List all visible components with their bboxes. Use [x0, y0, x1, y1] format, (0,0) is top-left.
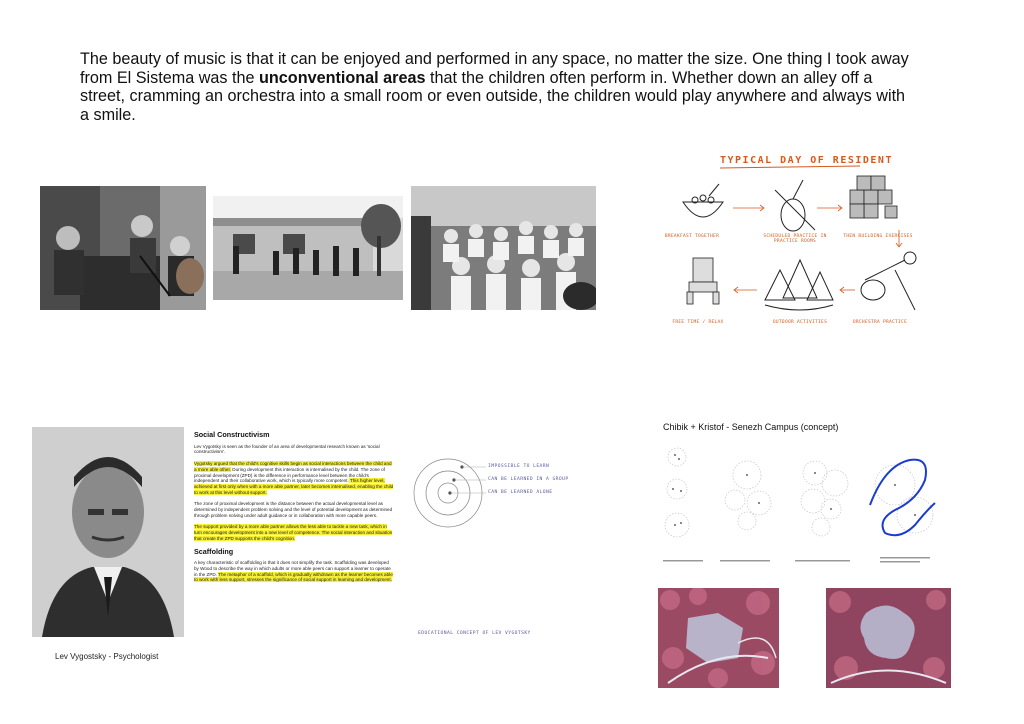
- aerial-render-1: [658, 588, 779, 688]
- zpd-label-impossible: IMPOSSIBLE TO LEARN: [488, 464, 550, 469]
- intro-paragraph: [80, 50, 910, 124]
- aerial-render-2-image: [826, 588, 951, 688]
- photo-outdoor-ensemble-image: [213, 196, 403, 300]
- scaffolding-heading: Scaffolding: [194, 546, 234, 556]
- bowl-icon: [683, 184, 723, 217]
- photo-outdoor-ensemble: [213, 196, 403, 300]
- sketch-label-free-time: FREE TIME / RELAX: [672, 320, 724, 325]
- sketch-label-breakfast: BREAKFAST TOGETHER: [664, 234, 720, 239]
- social-p2-highlight-2: This higher level, achieved at first only when with a more able partner, later becomes internalised, enabling the child to work at this level without support.: [194, 478, 394, 495]
- social-heading: Social Constructivism: [194, 430, 270, 439]
- violin-icon: [775, 180, 815, 231]
- photo-children-orchestra: [411, 186, 596, 310]
- portrait-image: [32, 427, 184, 637]
- intro-bold: unconventional areas: [259, 68, 426, 87]
- campus-title: Chibik + Kristof - Senezh Campus (concept): [663, 422, 839, 432]
- sketch-label-outdoor: OUTDOOR ACTIVITIES: [772, 320, 828, 325]
- photo-children-orchestra-image: [411, 186, 596, 310]
- aerial-render-1-image: [658, 588, 779, 688]
- intro-text: The beauty of music is that it can be enjoyed and performed in any space, no matter the size. One thing I took away from El Sistema was the: [80, 50, 909, 87]
- social-p4: [194, 524, 394, 541]
- social-constructivism-text: [194, 432, 394, 589]
- typical-day-sketch: [665, 150, 945, 335]
- scaffolding-highlight: The metaphor of a scaffold, which is gradually withdrawn as the learner becomes able to work with less support, stresses the significance of social support in learning and development.: [194, 571, 393, 583]
- photo-children-guitar-image: [40, 186, 206, 310]
- campus-diagrams: [655, 445, 955, 575]
- social-p4-highlight: The support provided by a more able partner allows the less able to tackle a new task, which in turn encourages development into a new level of competence. The social interaction and situation that create the ZPD supports the child's cognition.: [194, 524, 393, 541]
- cubes-icon: [850, 176, 897, 218]
- social-p2: [194, 461, 394, 495]
- social-p3: The zone of proximal development is the distance between the actual developmental level as determined by independent problem solving and the level of potential development as determined through problem solving under adult guidance or in collaboration with more capable peers.: [194, 501, 393, 518]
- sketch-label-building: THEN BUILDING EXERCISES: [843, 234, 913, 239]
- portrait-vygotsky: [32, 427, 184, 637]
- social-p1: Lev Vygotsky is seen as the founder of an area of developmental research known as 'social constructivism'.: [194, 443, 380, 455]
- portrait-caption: Lev Vygostsky - Psychologist: [55, 652, 159, 661]
- aerial-render-2: [826, 588, 951, 688]
- scaffolding-p: [194, 560, 394, 583]
- zpd-label-alone: CAN BE LEARNED ALONE: [488, 490, 553, 495]
- social-p2-highlight: Vygotsky argued that the child's cognitive skills begin as social interactions between the child and a more able other.: [194, 461, 392, 472]
- scaffolding-text: A key characteristic of scaffolding is that it does not simplify the task. Scaffolding was developed by Wood to describe the way in which adults or more able peers can support a learner to operate in the ZPD.: [194, 560, 391, 577]
- zpd-caption: EDUCATIONAL CONCEPT OF LEV VYGOTSKY: [418, 631, 531, 636]
- sketch-title: TYPICAL DAY OF RESIDENT: [720, 155, 893, 166]
- photo-children-guitar: [40, 186, 206, 310]
- zpd-concept-diagram: [410, 450, 590, 550]
- trees-icon: [765, 260, 833, 310]
- trumpet-icon: [861, 252, 916, 310]
- intro-text-end: that the children often perform in. Whether down an alley off a street, cramming an orchestra into a small room or even outside, the children would play anywhere and always with a smile.: [80, 68, 906, 124]
- sketch-label-orchestra: ORCHESTRA PRACTICE: [852, 320, 908, 325]
- sketch-label-practice: SCHEDULED PRACTICE IN PRACTICE ROOMS: [763, 234, 827, 244]
- social-p2-text: During development this interaction is internalised by the child. The zone of proximal development (ZPD) is the difference in performance level between the child's independent and their collaborative work, which is typically more competent.: [194, 466, 385, 484]
- zpd-label-group: CAN BE LEARNED IN A GROUP: [488, 477, 569, 482]
- chair-icon: [687, 258, 719, 304]
